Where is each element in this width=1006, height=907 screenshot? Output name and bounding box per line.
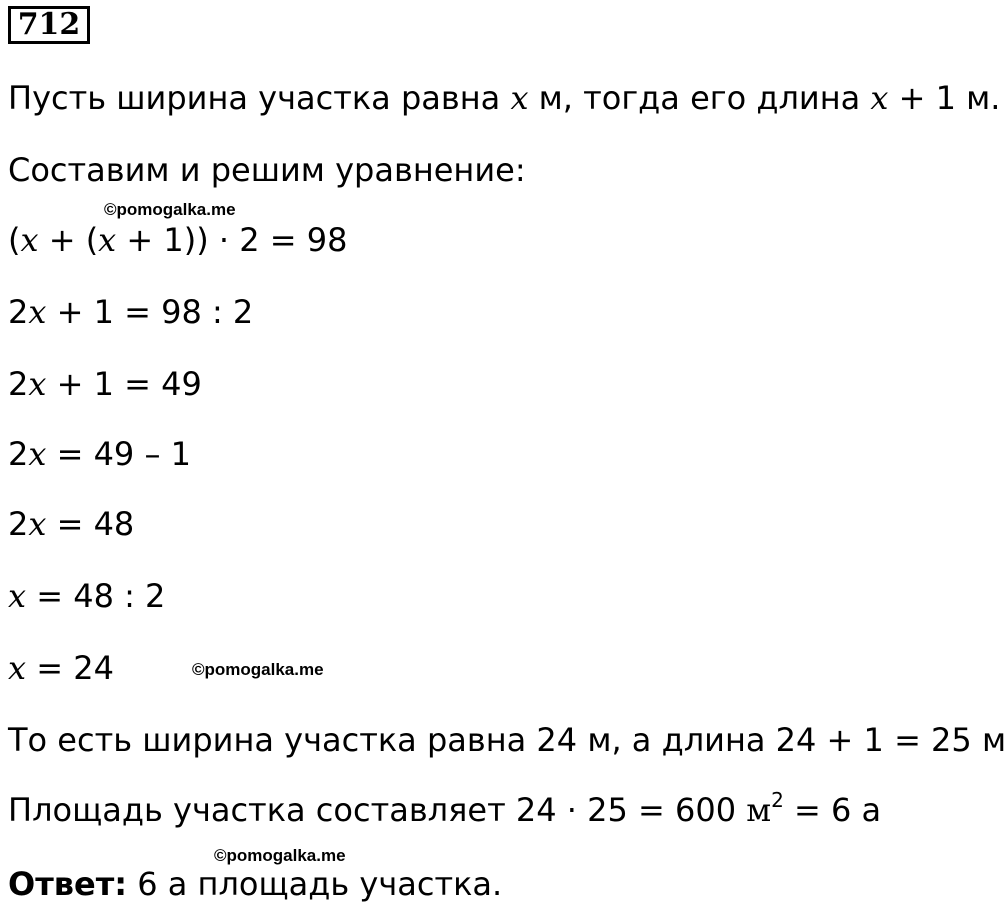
area-text: Площадь участка составляет 24 · 25 = 600 [8,791,747,829]
variable-x: x [28,505,47,543]
intro-text: м, тогда его длина [528,79,871,117]
eq-text: = 24 [26,649,114,687]
result-line: То есть ширина участка равна 24 м, а длина 24 + 1 = 25 м [8,721,1006,759]
problem-number: 712 [8,6,90,44]
variable-x: x [20,221,39,259]
variable-x: x [870,79,889,117]
equation-line-6 [8,576,165,616]
area-line [8,790,881,830]
watermark: ©pomogalka.me [104,200,236,219]
eq-text: + 1)) · 2 = 98 [116,221,348,259]
equation-line-7 [8,648,114,688]
eq-text: = 49 – 1 [46,435,191,473]
eq-text: + 1 = 49 [46,365,202,403]
answer-text: 6 а площадь участка. [127,865,503,903]
equation-line-2 [8,292,253,332]
eq-text: 2 [8,293,29,331]
eq-text: = 48 : 2 [26,577,166,615]
eq-text: 2 [8,435,29,473]
variable-x: x [98,221,117,259]
variable-x: x [510,79,529,117]
eq-text: 2 [8,365,29,403]
equation-line-3 [8,364,202,404]
variable-x: x [28,365,47,403]
answer-line [8,864,502,904]
eq-text: + 1 = 98 : 2 [46,293,254,331]
intro-text: + 1 м. [888,79,1001,117]
variable-x: x [28,435,47,473]
watermark: ©pomogalka.me [192,660,324,679]
intro-line [8,78,1000,118]
equation-line-5 [8,504,134,544]
unit-exponent: 2 [771,788,784,812]
equation-heading: Составим и решим уравнение: [8,151,526,189]
eq-text: ( [8,221,21,259]
eq-text: = 48 [46,505,135,543]
equation-line-1 [8,220,347,260]
variable-x: x [28,293,47,331]
equation-line-4 [8,434,191,474]
variable-x: x [8,649,27,687]
answer-label: Ответ: [8,865,128,903]
watermark: ©pomogalka.me [214,846,346,865]
eq-text: 2 [8,505,29,543]
intro-text: Пусть ширина участка равна [8,79,511,117]
variable-x: x [8,577,27,615]
eq-text: + ( [38,221,99,259]
unit-meter: м [746,791,772,829]
area-text: = 6 а [783,791,882,829]
